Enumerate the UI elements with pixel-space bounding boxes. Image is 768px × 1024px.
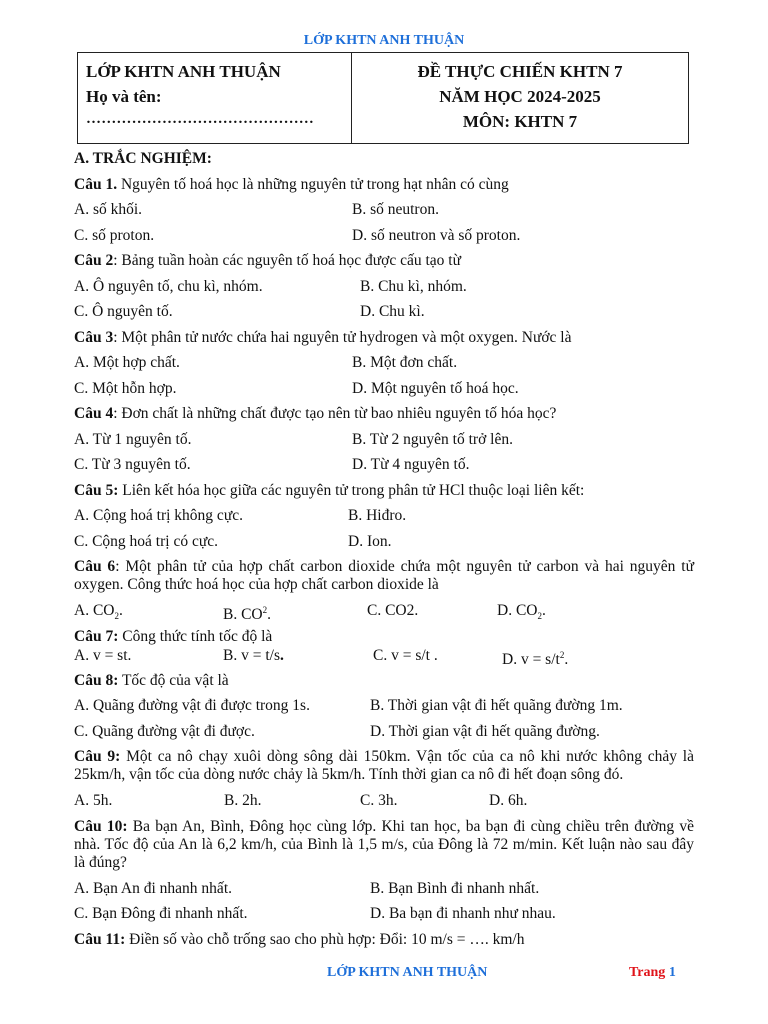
option-a: A. Quãng đường vật đi được trong 1s. [74, 697, 310, 714]
option-d: D. số neutron và số proton. [352, 226, 521, 244]
option-b: B. Một đơn chất. [352, 354, 458, 371]
question-label: Câu 8: [74, 671, 119, 689]
options-row [74, 299, 694, 325]
question-text: Công thức tính tốc độ là [118, 627, 273, 645]
class-name: LỚP KHTN ANH THUẬN [86, 62, 281, 81]
question-label: Câu 10: [74, 817, 128, 835]
option-b: B. $CO^2$. [223, 605, 271, 624]
options-row [74, 197, 694, 223]
name-dots: ……………………………………… [86, 111, 314, 127]
question-text: Tốc độ của vật là [118, 671, 229, 689]
question-list [74, 146, 694, 952]
footer-title: LỚP KHTN ANH THUẬN [327, 965, 488, 980]
option-b: B. v = t/s. [223, 646, 284, 664]
school-year: NĂM HỌC 2024-2025 [439, 87, 601, 106]
option-a: A. Từ 1 nguyên tố. [74, 430, 192, 448]
options-row [74, 427, 694, 453]
exam-info-box [77, 52, 689, 144]
option-c: C. Bạn Đông đi nhanh nhất. [74, 905, 248, 922]
question-3 [74, 325, 694, 351]
question-text: Nguyên tố hoá học là những nguyên tử trong hạt nhân có cùng [117, 175, 509, 193]
question-2 [74, 248, 694, 274]
question-label: Câu 9: [74, 748, 121, 765]
page-header: LỚP KHTN ANH THUẬN [303, 33, 465, 48]
options-row [74, 529, 694, 555]
question-text: : Đơn chất là những chất được tạo nên từ bao nhiêu nguyên tố hóa học? [113, 405, 557, 422]
question-label: Câu 3 [74, 328, 114, 346]
options-row [74, 274, 694, 300]
question-text: Điền số vào chỗ trống sao cho phù hợp: Đổi: 10 m/s = …. km/h [125, 930, 525, 948]
option-a: A. Cộng hoá trị không cực. [74, 507, 243, 524]
question-text: : Bảng tuần hoàn các nguyên tố hoá học được cấu tạo từ [113, 252, 462, 269]
question-label: Câu 6 [74, 558, 116, 575]
options-row [74, 452, 694, 478]
option-b: B. Bạn Bình đi nhanh nhất. [370, 879, 540, 897]
option-d: D. Ion. [348, 532, 392, 550]
option-d: D. $v = s/t^2$. [502, 649, 569, 668]
section-heading: A. TRẮC NGHIỆM: [74, 150, 212, 167]
options-row [74, 598, 694, 624]
question-7 [74, 627, 694, 646]
option-c: C. Từ 3 nguyên tố. [74, 456, 191, 473]
options-row [74, 223, 694, 249]
page-number: Trang 1 [629, 965, 676, 980]
option-c: C. số proton. [74, 226, 155, 244]
question-text: Ba bạn An, Bình, Đông học cùng lớp. Khi tan học, ba bạn đi cùng chiều trên đường về nhà. Tốc độ của An là 6,2 km/h, của Bình là 1,5 m/s, của Đông là 72 m/min. Kết luận nào sau đây là đúng? [74, 817, 694, 871]
option-d: D. 6h. [489, 792, 528, 809]
question-label: Câu 2 [74, 252, 114, 269]
exam-title: ĐỀ THỰC CHIẾN KHTN 7 [417, 62, 623, 81]
option-b: B. 2h. [224, 792, 262, 809]
option-b: B. Hiđro. [348, 507, 407, 524]
question-8 [74, 668, 694, 694]
option-a: A. v = st. [74, 646, 132, 664]
question-9 [74, 744, 694, 788]
option-b: B. Từ 2 nguyên tố trở lên. [352, 430, 513, 448]
options-row [74, 719, 694, 745]
question-6 [74, 554, 694, 598]
option-a: A. Một hợp chất. [74, 354, 180, 371]
question-label: Câu 5: [74, 481, 119, 499]
options-row [74, 693, 694, 719]
option-b: B. Thời gian vật đi hết quãng đường 1m. [370, 697, 623, 714]
question-text: : Một phân tử của hợp chất carbon dioxide chứa một nguyên tử carbon và hai nguyên tử oxygen. Công thức hoá học của hợp chất carbon dioxide là [74, 558, 694, 593]
options-row [74, 646, 694, 668]
option-c: C. Một hỗn hợp. [74, 379, 177, 397]
question-5 [74, 478, 694, 504]
name-label: Họ và tên: [86, 87, 162, 106]
option-d: D. Ba bạn đi nhanh như nhau. [370, 905, 556, 922]
exam-title-block [352, 53, 688, 143]
options-row [74, 503, 694, 529]
option-b: B. số neutron. [352, 201, 439, 218]
question-text: Một ca nô chạy xuôi dòng sông dài 150km. Vận tốc của ca nô khi nước không chảy là 25km/h, vận tốc của dòng nước chảy là 5km/h. Tính thời gian ca nô đi hết đoạn sông đó. [74, 748, 694, 783]
student-info [78, 53, 352, 143]
option-d: D. Thời gian vật đi hết quãng đường. [370, 722, 600, 740]
option-d: D. Một nguyên tố hoá học. [352, 379, 519, 397]
options-row [74, 376, 694, 402]
option-c: C. Ô nguyên tố. [74, 303, 173, 320]
option-a: A. 5h. [74, 792, 113, 809]
question-4 [74, 401, 694, 427]
option-b: B. Chu kì, nhóm. [360, 277, 467, 295]
question-11 [74, 927, 694, 953]
option-c: C. Cộng hoá trị có cực. [74, 532, 218, 550]
options-row [74, 350, 694, 376]
option-c: C. CO2. [367, 602, 419, 619]
subject: MÔN: KHTN 7 [462, 112, 578, 131]
options-row [74, 901, 694, 927]
option-a: A. số khối. [74, 201, 143, 218]
question-text: Liên kết hóa học giữa các nguyên tử trong phân tử HCl thuộc loại liên kết: [118, 481, 585, 499]
option-a: A. Ô nguyên tố, chu kì, nhóm. [74, 277, 263, 295]
options-row [74, 788, 694, 814]
option-c: C. Quãng đường vật đi được. [74, 722, 255, 740]
option-c: C. v = s/t . [373, 646, 438, 664]
option-a: A. Bạn An đi nhanh nhất. [74, 879, 232, 897]
question-label: Câu 4 [74, 405, 114, 422]
options-row [74, 876, 694, 902]
option-a: A. $CO_2$. [74, 602, 123, 622]
option-d: D. Từ 4 nguyên tố. [352, 456, 470, 473]
question-text: : Một phân tử nước chứa hai nguyên tử hydrogen và một oxygen. Nước là [113, 328, 572, 346]
question-label: Câu 1. [74, 175, 118, 193]
option-d: D. Chu kì. [360, 303, 425, 320]
option-d: D. $CO_2$. [497, 602, 546, 622]
question-10 [74, 814, 694, 876]
question-label: Câu 11: [74, 930, 126, 948]
question-1 [74, 172, 694, 198]
question-label: Câu 7: [74, 627, 119, 645]
option-c: C. 3h. [360, 792, 398, 809]
